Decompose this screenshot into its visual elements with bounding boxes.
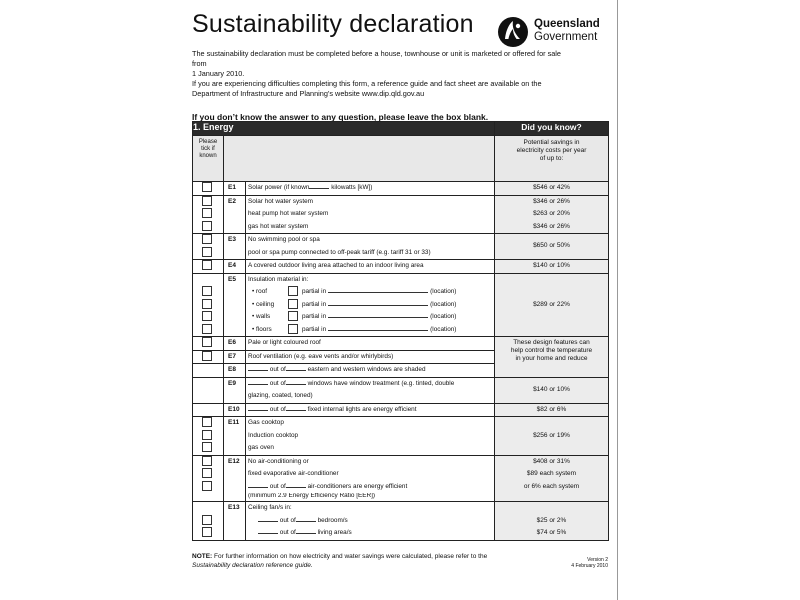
e9-label: glazing, coated, toned) (248, 392, 313, 399)
instruction-text: If you don’t know the answer to any question, please leave the box blank. (192, 112, 489, 122)
e11-savings: $256 or 19% (533, 431, 570, 439)
checkbox-e2-gas[interactable] (202, 221, 212, 231)
checkbox-e12-efficient[interactable] (202, 481, 212, 491)
checkbox-e13-bedroom[interactable] (202, 515, 212, 525)
checkbox-e12-evap[interactable] (202, 468, 212, 478)
row-e12: E12 No air-conditioning or fixed evaporative air-conditioner out of air-conditioners are energy efficient (minimum 2.9 Energy Efficiency Ratio [EER]) $408 or 31% $89 each system or 6% each system (193, 455, 609, 502)
e13-living-count-input[interactable] (258, 527, 278, 534)
e12-savings: or 6% each system (523, 482, 580, 490)
row-code: E8 (228, 366, 236, 373)
e2-option: Solar hot water system (248, 197, 313, 205)
column-header-row (193, 136, 609, 182)
did-you-know-header: Did you know? (495, 122, 609, 136)
checkbox-e5-roof-partial[interactable] (288, 286, 298, 296)
e5-savings: $289 or 22% (533, 300, 570, 308)
e13-bedroom-count-input[interactable] (258, 515, 278, 522)
row-code: E5 (228, 275, 236, 283)
e13-living-total-input[interactable] (296, 527, 316, 534)
e5-walls-location-input[interactable] (328, 311, 428, 318)
row-code: E11 (228, 419, 240, 426)
row-e3 (193, 234, 609, 260)
row-e1 (193, 182, 609, 196)
note-text: For further information on how electricity and water savings were calculated, please refer to the (214, 553, 488, 560)
intro-line: from (192, 59, 207, 68)
e3-option: No swimming pool or spa (248, 236, 320, 243)
e4-label: A covered outdoor living area attached to an indoor living area (248, 262, 424, 269)
checkbox-e2-solar[interactable] (202, 196, 212, 206)
e1-savings: $546 or 42% (533, 184, 570, 191)
checkbox-e4[interactable] (202, 260, 212, 270)
row-code: E4 (228, 262, 236, 269)
checkbox-e5-ceiling[interactable] (202, 299, 212, 309)
row-code: E9 (228, 379, 236, 387)
row-e10: E10 out of fixed internal lights are energy efficient $82 or 6% (193, 403, 609, 417)
checkbox-e6[interactable] (202, 337, 212, 347)
e2-option: heat pump hot water system (248, 210, 329, 217)
checkbox-e3-pump[interactable] (202, 247, 212, 257)
row-e9: E9 out of windows have window treatment (e.g. tinted, double glazing, coated, toned) $140 or 10% (193, 377, 609, 403)
e8-label: eastern and western windows are shaded (307, 366, 426, 373)
checkbox-e3-nopool[interactable] (202, 234, 212, 244)
row-e11 (193, 417, 609, 456)
tick-column-header: Please tick if known (193, 136, 224, 182)
e5-item-ceiling: • ceiling partial in (location) (252, 300, 457, 308)
design-features-note: These design features can (513, 339, 590, 346)
section-header-row (193, 122, 609, 136)
footnote (192, 552, 532, 570)
e10-label: fixed internal lights are energy efficient (307, 405, 417, 413)
e5-roof-location-input[interactable] (328, 286, 428, 293)
row-code: E6 (228, 339, 236, 346)
checkbox-e5-floors-partial[interactable] (288, 324, 298, 334)
e3-option: pool or spa pump connected to off-peak tariff (e.g. tariff 31 or 33) (248, 248, 431, 256)
e12-total-input[interactable] (286, 481, 306, 488)
row-e4 (193, 260, 609, 274)
checkbox-e11-gas-oven[interactable] (202, 442, 212, 452)
checkbox-e5-ceiling-partial[interactable] (288, 299, 298, 309)
row-e13: E13 Ceiling fan/s in: out of bedroom/s out of living area/s $25 or 2% $74 or 5% (193, 502, 609, 541)
e2-savings: $346 or 26% (533, 197, 570, 205)
row-code: E12 (228, 457, 240, 465)
kw-input[interactable] (309, 182, 329, 189)
e12-option: fixed evaporative air-conditioner (248, 470, 339, 477)
logo-line-queensland: Queensland (534, 18, 600, 30)
design-features-note: help control the temperature (510, 347, 593, 354)
e9-savings: $140 or 10% (533, 385, 570, 393)
version-info: Version 2 4 February 2010 (571, 557, 608, 569)
e12-savings: $408 or 31% (533, 457, 570, 465)
e5-item-floors: • floors partial in (location) (252, 325, 457, 333)
row-e6 (193, 337, 609, 351)
e11-option: Induction cooktop (248, 431, 299, 439)
e9-total-input[interactable] (286, 378, 306, 385)
e8-count-input[interactable] (248, 364, 268, 371)
e1-label: Solar power (if known (248, 184, 310, 191)
e2-option: gas hot water system (248, 222, 309, 230)
row-code: E1 (228, 184, 236, 191)
e13-savings: $25 or 2% (536, 516, 567, 524)
e12-count-input[interactable] (248, 481, 268, 488)
e10-savings: $82 or 6% (536, 405, 567, 413)
e12-option: air-conditioners are energy efficient (307, 482, 408, 490)
e12-note: (minimum 2.9 Energy Efficiency Ratio [EER]) (248, 493, 376, 499)
row-e8: E8 out of eastern and western windows are shaded (193, 364, 609, 378)
e9-count-input[interactable] (248, 378, 268, 385)
logo-line-government: Government (534, 31, 598, 43)
e13-option: bedroom/s (317, 516, 348, 524)
row-code: E13 (228, 504, 240, 511)
row-e5 (193, 273, 609, 337)
row-code: E2 (228, 197, 236, 205)
e1-label-units: kilowatts [kW]) (331, 184, 373, 191)
checkbox-e5-walls[interactable] (202, 311, 212, 321)
checkbox-e13-living[interactable] (202, 527, 212, 537)
e12-savings: $89 each system (526, 470, 577, 477)
intro-line: 1 January 2010. (192, 69, 245, 78)
e13-intro: Ceiling fan/s in: (248, 504, 292, 511)
intro-line: Department of Infrastructure and Planning’s website www.dip.qld.gov.au (192, 89, 425, 98)
e4-savings: $140 or 10% (533, 262, 570, 269)
intro-text (192, 49, 610, 99)
e10-count-input[interactable] (248, 404, 268, 411)
e10-total-input[interactable] (286, 404, 306, 411)
checkbox-e5-walls-partial[interactable] (288, 311, 298, 321)
note-label: NOTE: (192, 553, 213, 560)
row-e2 (193, 195, 609, 234)
checkbox-e11-gas-cooktop[interactable] (202, 417, 212, 427)
checkbox-e5-floors[interactable] (202, 324, 212, 334)
document-page (188, 0, 615, 600)
section-title: 1. Energy (193, 122, 495, 136)
e13-option: living area/s (317, 529, 352, 536)
e5-floors-location-input[interactable] (328, 324, 428, 331)
e5-item-walls: • walls partial in (location) (252, 313, 457, 320)
energy-form-table (192, 121, 609, 541)
design-features-note: in your home and reduce (515, 355, 588, 362)
e11-option: gas oven (248, 444, 274, 451)
e2-savings: $263 or 20% (533, 210, 570, 217)
checkbox-e5-roof[interactable] (202, 286, 212, 296)
e11-option: Gas cooktop (248, 419, 284, 426)
government-crest-icon (496, 15, 530, 49)
e5-item-roof: • roof partial in (location) (252, 288, 457, 295)
intro-line: The sustainability declaration must be completed before a house, townhouse or unit is marketed or offered for sale (192, 49, 561, 58)
intro-line: If you are experiencing difficulties completing this form, a reference guide and fact sheet are available on the (192, 79, 542, 88)
row-code: E10 (228, 405, 240, 413)
e8-total-input[interactable] (286, 364, 306, 371)
e3-savings: $650 or 50% (533, 242, 570, 250)
e13-savings: $74 or 5% (536, 529, 567, 536)
queensland-government-logo (496, 15, 606, 49)
e6-label: Pale or light coloured roof (248, 339, 321, 346)
checkbox-e12-noac[interactable] (202, 456, 212, 466)
reference-guide-link[interactable]: Sustainability declaration reference guide. (192, 562, 313, 569)
e2-savings: $346 or 26% (533, 222, 570, 230)
row-code: E7 (228, 352, 236, 360)
checkbox-e7[interactable] (202, 351, 212, 361)
savings-column-header: Potential savings in electricity costs per year of up to: (495, 136, 609, 182)
e5-ceiling-location-input[interactable] (328, 299, 428, 306)
row-code: E3 (228, 236, 236, 243)
e5-intro: Insulation material in: (248, 275, 309, 283)
e13-bedroom-total-input[interactable] (296, 515, 316, 522)
checkbox-e2-heatpump[interactable] (202, 208, 212, 218)
e7-label: Roof ventilation (e.g. eave vents and/or whirlybirds) (248, 352, 394, 360)
e9-label: windows have window treatment (e.g. tinted, double (307, 379, 455, 387)
e12-option: No air-conditioning or (248, 457, 309, 465)
checkbox-e1[interactable] (202, 182, 212, 192)
page-edge (617, 0, 618, 600)
page-title: Sustainability declaration (192, 10, 474, 38)
checkbox-e11-induction[interactable] (202, 430, 212, 440)
